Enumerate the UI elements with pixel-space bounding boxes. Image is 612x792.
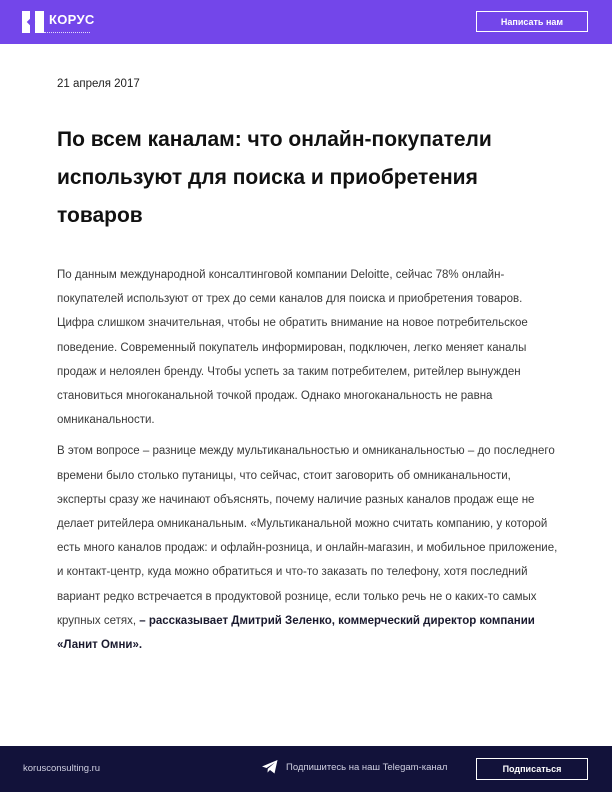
bottom-footer	[0, 746, 612, 792]
quote-attribution: – рассказывает Дмитрий Зеленко, коммерческий директор компании «Ланит Омни».	[57, 614, 535, 652]
paragraph-text: По данным международной консалтинговой компании Deloitte, сейчас 78% онлайн-покупателей используют от трех до семи каналов для поиска и приобретения товаров. Цифра слишком значительная, чтобы не обратить внимание на новое потребительское поведение. Современный покупатель информирован, подключен, легко меняет каналы продаж и нелоялен бренду. Чтобы успеть за таким потребителем, ритейлер вынужден становиться многоканальной точкой продаж. Однако многоканальность не равна омниканальности.	[57, 269, 528, 427]
korus-logo-icon	[22, 11, 44, 33]
telegram-promo[interactable]	[262, 760, 447, 774]
site-link[interactable]: korusconsulting.ru	[23, 763, 101, 774]
write-to-us-button[interactable]: Написать нам	[476, 11, 588, 32]
telegram-plane-icon	[262, 760, 278, 774]
article-paragraph	[57, 263, 562, 432]
article-date: 21 апреля 2017	[57, 78, 140, 90]
article-title: По всем каналам: что онлайн-покупатели используют для поиска и приобретения товаров	[57, 128, 492, 227]
top-header	[0, 0, 612, 44]
logo-text: КОРУС	[49, 12, 95, 27]
article-paragraph	[57, 439, 562, 657]
article-body	[57, 263, 562, 664]
paragraph-text: В этом вопросе – разнице между мультиканальностью и омниканальностью – до последнего времени было столько путаницы, что сейчас, стоит заговорить об омниканальности, эксперты сразу же начинают объяснять, почему наличие разных каналов продаж еще не делает ритейлера омниканальным. «Мультиканальной можно считать компанию, у которой есть много каналов продаж: и офлайн-розница, и онлайн-магазин, и мобильное приложение, и контакт-центр, куда можно обратиться и что-то заказать по телефону, хотя последний вариант редко встречается в продуктовой рознице, если только речь не о каких-то самых крупных сетях,	[57, 445, 558, 627]
telegram-text: Подпишитесь на наш Telegam-канал	[286, 761, 448, 773]
logo-tagline	[44, 32, 90, 35]
korus-logo[interactable]	[22, 11, 95, 35]
subscribe-button[interactable]: Подписаться	[476, 758, 588, 780]
